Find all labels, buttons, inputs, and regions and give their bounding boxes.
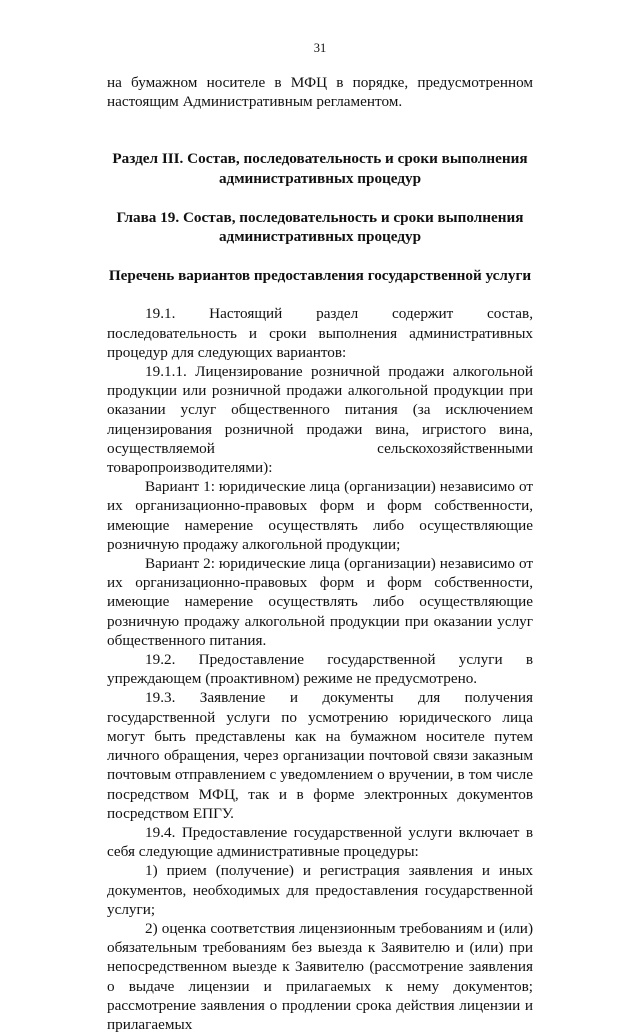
- chapter-heading: Глава 19. Состав, последовательность и сроки выполнения административных процедур: [116, 208, 524, 246]
- paragraph-19-2: 19.2. Предоставление государственной услуги в упреждающем (проактивном) режиме не предусмотрено.: [107, 651, 533, 688]
- paragraph-19-1: 19.1. Настоящий раздел содержит состав, последовательность и сроки выполнения административных процедур для следующих вариантов:: [107, 305, 533, 361]
- intro-paragraph: на бумажном носителе в МФЦ в порядке, предусмотренном настоящим Административным регламентом.: [107, 74, 533, 111]
- paragraph-variant-1: Вариант 1: юридические лица (организации) независимо от их организационно-правовых форм и форм собственности, имеющие намерение осуществлять либо осуществляющие розничную продажу алкогольной продукции;: [107, 478, 533, 553]
- paragraph-variant-2: Вариант 2: юридические лица (организации) независимо от их организационно-правовых форм и форм собственности, имеющие намерение осуществлять либо осуществляющие розничную продажу алкогольной продукции при оказании услуг общественного питания.: [107, 555, 533, 649]
- list-item-1: 1) прием (получение) и регистрация заявления и иных документов, необходимых для предоставления государственной услуги;: [107, 862, 533, 918]
- list-heading: Перечень вариантов предоставления государственной услуги: [108, 267, 532, 285]
- page-number: 31: [313, 41, 327, 55]
- paragraph-19-3: 19.3. Заявление и документы для получения государственной услуги по усмотрению юридического лица могут быть представлены как на бумажном носителе путем личного обращения, через организации почтовой связи заказным почтовым отправлением с уведомлением о вручении, в том числе посредством МФЦ, так и в форме электронных документов посредством ЕПГУ.: [107, 689, 533, 822]
- section-heading: Раздел III. Состав, последовательность и сроки выполнения административных процедур: [112, 150, 528, 187]
- list-item-2: 2) оценка соответствия лицензионным требованиям и (или) обязательным требованиям без выезда к Заявителю и (или) при непосредственном выезде к Заявителю (рассмотрение заявления о выдаче лицензии и прилагаемых к нему документов; рассмотрение заявления о продлении срока действия лицензии и прилагаемых: [107, 919, 533, 1033]
- paragraph-19-1-1: 19.1.1. Лицензирование розничной продажи алкогольной продукции или розничной продажи алкогольной продукции при оказании услуг общественного питания (за исключением лицензирования розничной продажи вина, игристого вина, осуществляемой сельскохозяйственными товаропроизводителями):: [107, 363, 533, 477]
- paragraph-19-4: 19.4. Предоставление государственной услуги включает в себя следующие административные процедуры:: [107, 823, 533, 861]
- document-body: [107, 73, 533, 1034]
